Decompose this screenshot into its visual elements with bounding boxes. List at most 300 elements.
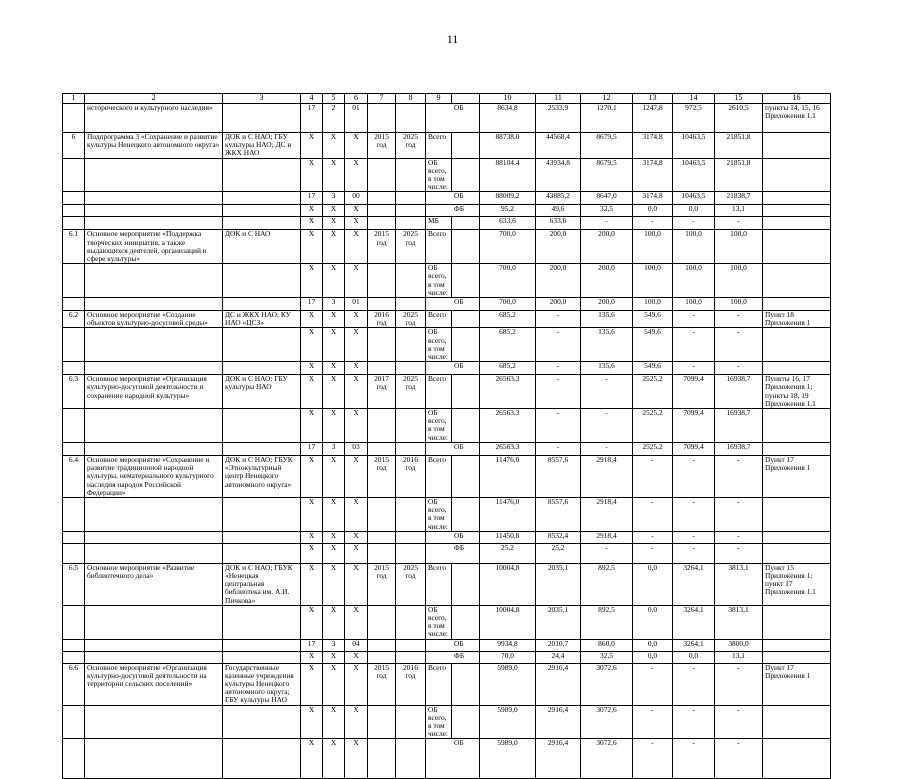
table-cell: Пункт 15 Приложения 1; пункт 17 Приложения 1.1 xyxy=(763,563,831,605)
table-cell: 10004,8 xyxy=(480,605,536,639)
table-cell: Всего xyxy=(426,563,452,605)
table-cell xyxy=(368,264,396,298)
table-cell xyxy=(452,663,480,705)
table-cell: Х xyxy=(301,311,323,328)
table-row xyxy=(63,375,831,409)
table-cell xyxy=(763,230,831,264)
table-cell: ФБ xyxy=(452,205,480,217)
table-cell xyxy=(368,298,396,311)
table-row xyxy=(63,497,831,531)
header-cell: 9 xyxy=(426,94,452,104)
table-cell: Х xyxy=(323,205,345,217)
table-cell: Х xyxy=(345,455,368,497)
table-cell: Основное мероприятие «Развитие библиотечного дела» xyxy=(85,563,223,605)
header-cell: 15 xyxy=(715,94,763,104)
table-cell xyxy=(368,158,396,192)
table-cell: 01 xyxy=(345,104,368,133)
table-row xyxy=(63,217,831,230)
header-cell: 2 xyxy=(85,94,223,104)
table-row xyxy=(63,192,831,205)
table-cell xyxy=(452,409,480,443)
table-cell xyxy=(426,205,452,217)
table-cell: - xyxy=(673,328,715,362)
table-cell: 03 xyxy=(345,442,368,455)
table-cell: 5989,0 xyxy=(480,663,536,705)
table-cell: Х xyxy=(301,705,323,739)
table-cell: ОБ xyxy=(452,298,480,311)
table-cell xyxy=(223,328,301,362)
table-cell: 100,0 xyxy=(673,230,715,264)
table-cell: 2015 год xyxy=(368,455,396,497)
table-cell: ДОК и С НАО xyxy=(223,230,301,264)
table-cell xyxy=(452,605,480,639)
table-cell: 892,5 xyxy=(581,605,633,639)
table-cell: 3072,6 xyxy=(581,705,633,739)
table-cell: Х xyxy=(345,264,368,298)
table-cell: - xyxy=(536,409,581,443)
table-cell: Х xyxy=(301,328,323,362)
table-cell: 2525,2 xyxy=(633,375,673,409)
table-cell: 8679,5 xyxy=(581,133,633,159)
table-cell: Всего xyxy=(426,375,452,409)
table-cell xyxy=(452,563,480,605)
table-row xyxy=(63,705,831,739)
table-cell: - xyxy=(715,663,763,705)
table-cell xyxy=(223,205,301,217)
table-row xyxy=(63,455,831,497)
page-number: 11 xyxy=(446,32,459,46)
table-cell: 13,1 xyxy=(715,205,763,217)
table-cell xyxy=(85,298,223,311)
table-cell: Х xyxy=(323,663,345,705)
table-cell xyxy=(763,409,831,443)
table-cell: 3 xyxy=(323,442,345,455)
table-cell: 2025 год xyxy=(396,133,426,159)
table-cell: 2025 год xyxy=(396,375,426,409)
table-cell: 2010,7 xyxy=(536,639,581,651)
table-cell: - xyxy=(581,217,633,230)
table-cell: Х xyxy=(323,563,345,605)
table-row xyxy=(63,639,831,651)
table-cell: 3072,6 xyxy=(581,663,633,705)
table-cell xyxy=(63,442,85,455)
table-cell: 685,2 xyxy=(480,311,536,328)
table-cell: Х xyxy=(323,362,345,375)
header-cell: 5 xyxy=(323,94,345,104)
table-cell: 88738,0 xyxy=(480,133,536,159)
table-row xyxy=(63,605,831,639)
table-cell xyxy=(763,705,831,739)
table-cell: 633,6 xyxy=(480,217,536,230)
table-cell: 10463,5 xyxy=(673,158,715,192)
table-cell xyxy=(85,705,223,739)
table-cell: 9934,8 xyxy=(480,639,536,651)
table-cell xyxy=(452,375,480,409)
table-cell: 2025 год xyxy=(396,311,426,328)
table-cell: 1247,8 xyxy=(633,104,673,133)
table-cell xyxy=(452,133,480,159)
table-cell xyxy=(85,409,223,443)
table-cell xyxy=(63,531,85,543)
table-cell: Х xyxy=(345,362,368,375)
table-cell: - xyxy=(633,455,673,497)
table-cell: 685,2 xyxy=(480,362,536,375)
table-row xyxy=(63,409,831,443)
table-cell: Всего xyxy=(426,133,452,159)
table-row xyxy=(63,739,831,779)
table-cell xyxy=(763,264,831,298)
table-cell: 10463,5 xyxy=(673,133,715,159)
table-cell xyxy=(452,705,480,739)
table-cell: Х xyxy=(323,605,345,639)
table-cell: Х xyxy=(345,497,368,531)
table-cell: Х xyxy=(345,739,368,779)
table-cell: 100,0 xyxy=(715,230,763,264)
table-cell: 135,6 xyxy=(581,362,633,375)
table-cell: 0,0 xyxy=(633,563,673,605)
table-cell: Х xyxy=(301,217,323,230)
table-cell xyxy=(63,328,85,362)
table-cell: Основное мероприятие «Организация культурно-досуговой деятельности на территории сельских поселений» xyxy=(85,663,223,705)
table-cell: - xyxy=(673,543,715,563)
table-cell: Х xyxy=(301,158,323,192)
table-row xyxy=(63,205,831,217)
table-cell: ОБ xyxy=(452,442,480,455)
table-cell: 2016 год xyxy=(368,311,396,328)
table-cell xyxy=(452,311,480,328)
header-cell: 8 xyxy=(396,94,426,104)
table-cell xyxy=(396,328,426,362)
table-cell: ДОК и С НАО; ГБУК «Ненецкая центральная библиотека им. А.И. Пичкова» xyxy=(223,563,301,605)
table-cell xyxy=(85,362,223,375)
table-cell: 6 xyxy=(63,133,85,159)
table-cell: 2610,5 xyxy=(715,104,763,133)
table-cell: 0,0 xyxy=(633,651,673,663)
table-cell: 3264,1 xyxy=(673,605,715,639)
table-cell xyxy=(223,497,301,531)
table-cell: 25,2 xyxy=(480,543,536,563)
table-cell: - xyxy=(581,409,633,443)
header-cell xyxy=(452,94,480,104)
table-cell: ОБ всего, в том числе: xyxy=(426,328,452,362)
table-cell xyxy=(452,455,480,497)
table-cell: МБ xyxy=(426,217,452,230)
table-cell: 0,0 xyxy=(673,651,715,663)
table-cell: 95,2 xyxy=(480,205,536,217)
table-cell: ДОК и С НАО; ГБУ культуры НАО; ДС и ЖКХ НАО xyxy=(223,133,301,159)
table-cell: 549,6 xyxy=(633,311,673,328)
table-cell xyxy=(396,705,426,739)
table-row xyxy=(63,298,831,311)
table-cell xyxy=(396,205,426,217)
table-cell: Х xyxy=(323,531,345,543)
table-cell: Всего xyxy=(426,455,452,497)
table-cell: - xyxy=(536,311,581,328)
table-cell: 2015 год xyxy=(368,230,396,264)
table-cell: 1270,1 xyxy=(581,104,633,133)
program-table-wrapper xyxy=(62,93,831,779)
table-cell: ФБ xyxy=(452,543,480,563)
table-cell xyxy=(763,543,831,563)
table-cell: - xyxy=(715,328,763,362)
table-cell xyxy=(223,158,301,192)
table-cell: 2916,4 xyxy=(536,705,581,739)
table-cell xyxy=(763,205,831,217)
table-cell xyxy=(368,362,396,375)
table-cell xyxy=(85,264,223,298)
table-cell xyxy=(426,362,452,375)
table-cell xyxy=(396,739,426,779)
table-cell: Основное мероприятие «Поддержка творческих инициатив, а также выдающихся деятелей, организаций в сфере культуры» xyxy=(85,230,223,264)
table-cell: 2916,4 xyxy=(536,663,581,705)
table-cell: Х xyxy=(301,651,323,663)
table-cell: Х xyxy=(323,328,345,362)
table-cell: 10004,8 xyxy=(480,563,536,605)
table-cell: 21838,7 xyxy=(715,192,763,205)
table-cell: 25,2 xyxy=(536,543,581,563)
table-cell xyxy=(763,639,831,651)
table-cell: 44568,4 xyxy=(536,133,581,159)
table-cell xyxy=(763,651,831,663)
table-cell xyxy=(63,651,85,663)
table-row xyxy=(63,311,831,328)
table-cell xyxy=(63,298,85,311)
header-cell: 6 xyxy=(345,94,368,104)
table-cell: 3264,1 xyxy=(673,563,715,605)
table-cell xyxy=(396,217,426,230)
table-cell: - xyxy=(715,217,763,230)
table-cell: 200,0 xyxy=(581,264,633,298)
table-cell: - xyxy=(581,442,633,455)
table-cell: 100,0 xyxy=(633,230,673,264)
table-cell: Х xyxy=(323,217,345,230)
table-row xyxy=(63,328,831,362)
table-cell: - xyxy=(633,531,673,543)
table-cell: 3813,1 xyxy=(715,563,763,605)
table-cell: 700,0 xyxy=(480,264,536,298)
table-cell: 16938,7 xyxy=(715,442,763,455)
table-cell: 7099,4 xyxy=(673,442,715,455)
table-cell: - xyxy=(633,497,673,531)
table-cell: 200,0 xyxy=(581,298,633,311)
table-cell xyxy=(63,104,85,133)
table-cell: Х xyxy=(323,409,345,443)
table-row xyxy=(63,543,831,563)
table-cell: 26563,3 xyxy=(480,442,536,455)
table-cell: 200,0 xyxy=(536,264,581,298)
table-cell: Х xyxy=(345,705,368,739)
table-cell xyxy=(368,409,396,443)
table-cell: 8634,8 xyxy=(480,104,536,133)
table-cell: 2525,2 xyxy=(633,442,673,455)
table-cell: ДОК и С НАО; ГБУ культуры НАО xyxy=(223,375,301,409)
table-cell: - xyxy=(715,543,763,563)
table-cell: 200,0 xyxy=(536,298,581,311)
table-cell: 972,5 xyxy=(673,104,715,133)
table-cell: 200,0 xyxy=(536,230,581,264)
table-cell xyxy=(368,442,396,455)
table-cell: - xyxy=(536,362,581,375)
table-cell: 26563,3 xyxy=(480,409,536,443)
table-cell: Основное мероприятие «Создание объектов культурно-досуговой среды» xyxy=(85,311,223,328)
table-cell xyxy=(452,497,480,531)
table-cell: 2015 год xyxy=(368,563,396,605)
table-cell: 0,0 xyxy=(633,605,673,639)
table-cell xyxy=(223,639,301,651)
table-cell xyxy=(63,497,85,531)
table-cell xyxy=(452,328,480,362)
table-cell: 3174,8 xyxy=(633,133,673,159)
table-cell: 2016 год xyxy=(396,663,426,705)
table-cell xyxy=(63,543,85,563)
table-cell: 2918,4 xyxy=(581,455,633,497)
program-table xyxy=(62,93,831,779)
table-cell: Х xyxy=(301,230,323,264)
table-cell: Х xyxy=(323,133,345,159)
table-cell: 3174,8 xyxy=(633,158,673,192)
table-cell: 17 xyxy=(301,442,323,455)
table-cell: 6.1 xyxy=(63,230,85,264)
table-cell: Основное мероприятие «Сохранение и развитие традиционной народной культуры, нематериального культурного наследия народов Российской Федерации» xyxy=(85,455,223,497)
table-cell: Пункт 17 Приложения 1 xyxy=(763,455,831,497)
table-cell: 24,4 xyxy=(536,651,581,663)
table-row xyxy=(63,158,831,192)
table-cell: Пункты 16, 17 Приложения 1; пункты 18, 19 Приложения 1.1 xyxy=(763,375,831,409)
table-cell xyxy=(426,739,452,779)
table-cell xyxy=(452,217,480,230)
table-cell xyxy=(396,298,426,311)
table-cell: 2 xyxy=(323,104,345,133)
table-cell: - xyxy=(673,362,715,375)
table-cell: Х xyxy=(345,651,368,663)
table-cell xyxy=(763,739,831,779)
table-cell xyxy=(223,531,301,543)
table-cell xyxy=(763,158,831,192)
table-cell: Х xyxy=(345,205,368,217)
table-cell xyxy=(368,605,396,639)
table-cell: - xyxy=(673,311,715,328)
table-cell xyxy=(426,651,452,663)
table-cell xyxy=(396,531,426,543)
table-cell: Х xyxy=(301,362,323,375)
table-cell xyxy=(763,531,831,543)
table-cell xyxy=(763,442,831,455)
table-cell: Х xyxy=(301,409,323,443)
header-cell: 13 xyxy=(633,94,673,104)
table-cell xyxy=(396,362,426,375)
table-cell: Х xyxy=(345,375,368,409)
table-cell: - xyxy=(633,705,673,739)
table-cell: ОБ xyxy=(452,639,480,651)
table-cell xyxy=(368,739,396,779)
header-cell: 4 xyxy=(301,94,323,104)
table-cell: 2025 год xyxy=(396,563,426,605)
table-cell xyxy=(85,605,223,639)
table-cell xyxy=(368,651,396,663)
table-cell: 43885,2 xyxy=(536,192,581,205)
table-cell: ФБ xyxy=(452,651,480,663)
header-cell: 14 xyxy=(673,94,715,104)
table-cell xyxy=(223,104,301,133)
table-cell: - xyxy=(715,362,763,375)
table-cell: 01 xyxy=(345,298,368,311)
table-row xyxy=(63,362,831,375)
table-cell xyxy=(85,217,223,230)
table-cell: 6.2 xyxy=(63,311,85,328)
table-cell: 100,0 xyxy=(673,264,715,298)
table-cell: 17 xyxy=(301,104,323,133)
table-cell: Х xyxy=(323,497,345,531)
table-cell: 16938,7 xyxy=(715,409,763,443)
table-cell: Х xyxy=(345,605,368,639)
table-cell: 685,2 xyxy=(480,328,536,362)
table-cell: 8557,6 xyxy=(536,497,581,531)
table-cell xyxy=(396,639,426,651)
table-cell: 17 xyxy=(301,639,323,651)
table-cell: 3813,1 xyxy=(715,605,763,639)
table-cell xyxy=(85,543,223,563)
table-cell: 8679,5 xyxy=(581,158,633,192)
table-cell: 21851,8 xyxy=(715,158,763,192)
table-cell: Х xyxy=(323,230,345,264)
table-cell: 549,6 xyxy=(633,328,673,362)
table-row xyxy=(63,104,831,133)
table-cell: ОБ всего, в том числе: xyxy=(426,158,452,192)
table-cell xyxy=(396,605,426,639)
table-cell: ОБ всего, в том числе: xyxy=(426,497,452,531)
table-cell xyxy=(63,605,85,639)
table-cell: - xyxy=(581,543,633,563)
table-cell: 0,0 xyxy=(673,205,715,217)
table-cell: 11450,8 xyxy=(480,531,536,543)
table-cell: Государственные казенные учреждения культуры Ненецкого автономного округа; ГБУ культуры НАО xyxy=(223,663,301,705)
table-cell: ОБ xyxy=(452,192,480,205)
table-cell: ОБ xyxy=(452,739,480,779)
table-cell: ОБ всего, в том числе: xyxy=(426,409,452,443)
table-cell: Пункт 18 Приложения 1 xyxy=(763,311,831,328)
table-cell xyxy=(426,104,452,133)
table-cell: - xyxy=(673,531,715,543)
table-cell: 2918,4 xyxy=(581,497,633,531)
table-cell xyxy=(763,497,831,531)
table-cell: - xyxy=(673,739,715,779)
table-cell: 860,0 xyxy=(581,639,633,651)
table-cell: - xyxy=(673,705,715,739)
table-cell: 3072,6 xyxy=(581,739,633,779)
table-cell: 32,5 xyxy=(581,651,633,663)
table-cell: - xyxy=(715,311,763,328)
table-cell: 21851,8 xyxy=(715,133,763,159)
table-cell: 6.4 xyxy=(63,455,85,497)
table-cell: - xyxy=(673,455,715,497)
table-cell: пункты 14, 15, 16 Приложения 1.1 xyxy=(763,104,831,133)
table-cell xyxy=(426,639,452,651)
table-cell xyxy=(63,158,85,192)
table-cell: 10463,5 xyxy=(673,192,715,205)
table-cell: - xyxy=(536,328,581,362)
table-cell xyxy=(396,543,426,563)
table-cell: Х xyxy=(301,264,323,298)
table-cell: Х xyxy=(301,563,323,605)
table-cell xyxy=(368,497,396,531)
table-cell: 8557,6 xyxy=(536,455,581,497)
table-cell xyxy=(85,442,223,455)
header-cell: 11 xyxy=(536,94,581,104)
table-cell xyxy=(396,158,426,192)
table-cell: Х xyxy=(345,328,368,362)
table-cell xyxy=(396,442,426,455)
table-cell: 633,6 xyxy=(536,217,581,230)
